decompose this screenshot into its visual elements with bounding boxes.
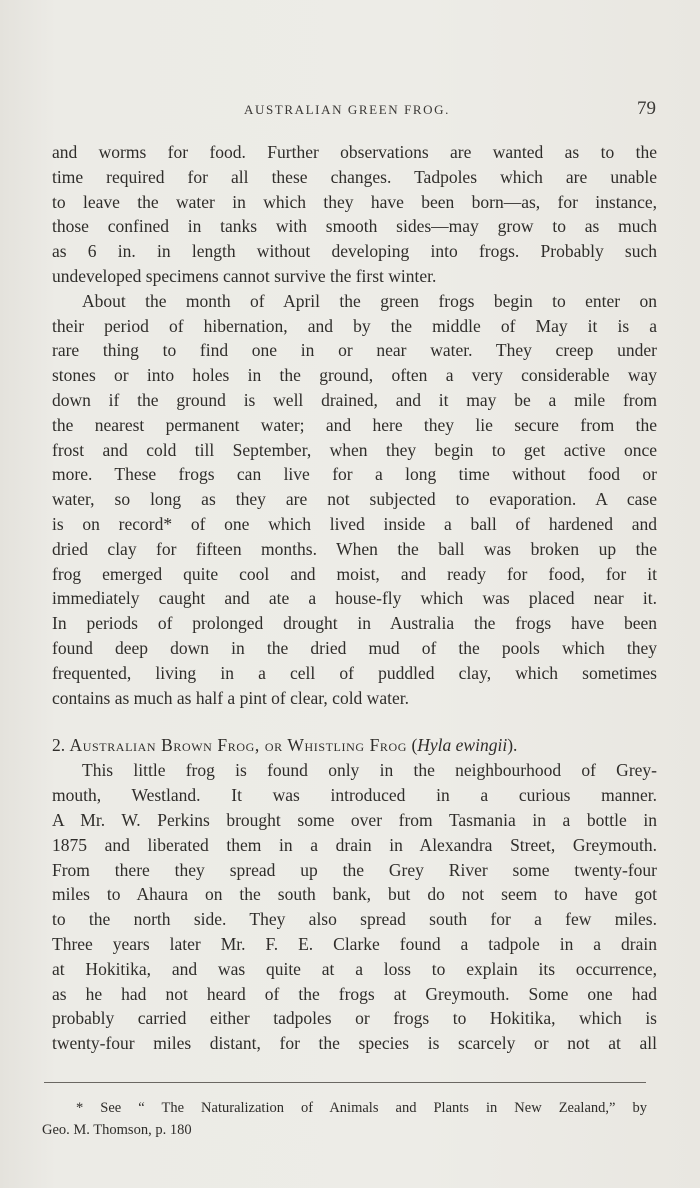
footnote-line: Geo. M. Thomson, p. 180	[42, 1122, 192, 1138]
text-line: contains as much as half a pint of clear, cold water.	[52, 687, 409, 708]
text-line: those confined in tanks with smooth sides—may grow to as much	[52, 216, 657, 237]
text-line: at Hokitika, and was quite at a loss to explain its occurrence,	[52, 958, 657, 979]
page-number: 79	[637, 98, 656, 119]
text-line: to the north side. They also spread south for a few miles.	[52, 909, 657, 930]
text-line: frost and cold till September, when they begin to get active once	[52, 439, 657, 460]
text-line: rare thing to find one in or near water. They creep under	[52, 340, 657, 361]
text-line: In periods of prolonged drought in Australia the frogs have been	[52, 613, 657, 634]
text-line: water, so long as they are not subjected to evaporation. A case	[52, 489, 657, 510]
text-line: mouth, Westland. It was introduced in a curious manner.	[52, 785, 657, 806]
latin-name: Hyla ewingii	[417, 735, 508, 756]
text-line: From there they spread up the Grey River some twenty-four	[52, 859, 657, 880]
text-line: This little frog is found only in the neighbourhood of Grey-	[82, 760, 657, 781]
section-title: Australian Brown Frog, or Whistling Frog	[69, 735, 408, 756]
section-number: 2.	[52, 735, 66, 756]
running-header	[0, 100, 700, 124]
text-line: frog emerged quite cool and moist, and ready for food, for it	[52, 563, 657, 584]
section-gap	[52, 710, 657, 732]
latin-open: (	[411, 735, 418, 756]
text-line: A Mr. W. Perkins brought some over from Tasmania in a bottle in	[52, 809, 657, 830]
latin-close: ).	[507, 735, 518, 756]
text-line: undeveloped specimens cannot survive the first winter.	[52, 265, 437, 286]
text-line: to leave the water in which they have been born—as, for instance,	[52, 191, 657, 212]
text-line: 1875 and liberated them in a drain in Alexandra Street, Greymouth.	[52, 834, 657, 855]
text-line: miles to Ahaura on the south bank, but do not seem to have got	[52, 884, 657, 905]
text-line: the nearest permanent water; and here they lie secure from the	[52, 414, 657, 435]
footnote-line: * See “ The Naturalization of Animals and Plants in New Zealand,” by	[76, 1100, 647, 1116]
text-line: down if the ground is well drained, and it may be a mile from	[52, 389, 657, 410]
paragraph-3	[52, 758, 657, 1056]
text-line: and worms for food. Further observations are wanted as to the	[52, 142, 657, 162]
text-line: as he had not heard of the frogs at Greymouth. Some one had	[52, 983, 657, 1004]
text-line: is on record* of one which lived inside a ball of hardened and	[52, 513, 657, 534]
running-title: AUSTRALIAN GREEN FROG.	[244, 102, 451, 117]
footnote	[42, 1097, 647, 1141]
text-line: stones or into holes in the ground, often a very considerable way	[52, 365, 657, 386]
section-heading	[52, 732, 657, 758]
text-line: probably carried either tadpoles or frogs to Hokitika, which is	[52, 1008, 657, 1029]
text-line: twenty-four miles distant, for the species is scarcely or not at all	[52, 1033, 657, 1054]
text-line: time required for all these changes. Tadpoles which are unable	[52, 166, 657, 187]
text-line: found deep down in the dried mud of the pools which they	[52, 637, 657, 658]
text-line: more. These frogs can live for a long time without food or	[52, 464, 657, 485]
text-line: dried clay for fifteen months. When the ball was broken up the	[52, 538, 657, 559]
paragraph-2	[52, 289, 657, 711]
text-line: as 6 in. in length without developing into frogs. Probably such	[52, 241, 657, 262]
text-line: immediately caught and ate a house-fly which was placed near it.	[52, 588, 657, 609]
text-line: their period of hibernation, and by the middle of May it is a	[52, 315, 657, 336]
text-line: About the month of April the green frogs begin to enter on	[82, 290, 657, 311]
paragraph-1	[52, 140, 657, 289]
text-line: Three years later Mr. F. E. Clarke found a tadpole in a drain	[52, 933, 657, 954]
text-line: frequented, living in a cell of puddled clay, which sometimes	[52, 662, 657, 683]
body-text	[52, 140, 657, 1056]
footnote-divider	[44, 1082, 646, 1083]
